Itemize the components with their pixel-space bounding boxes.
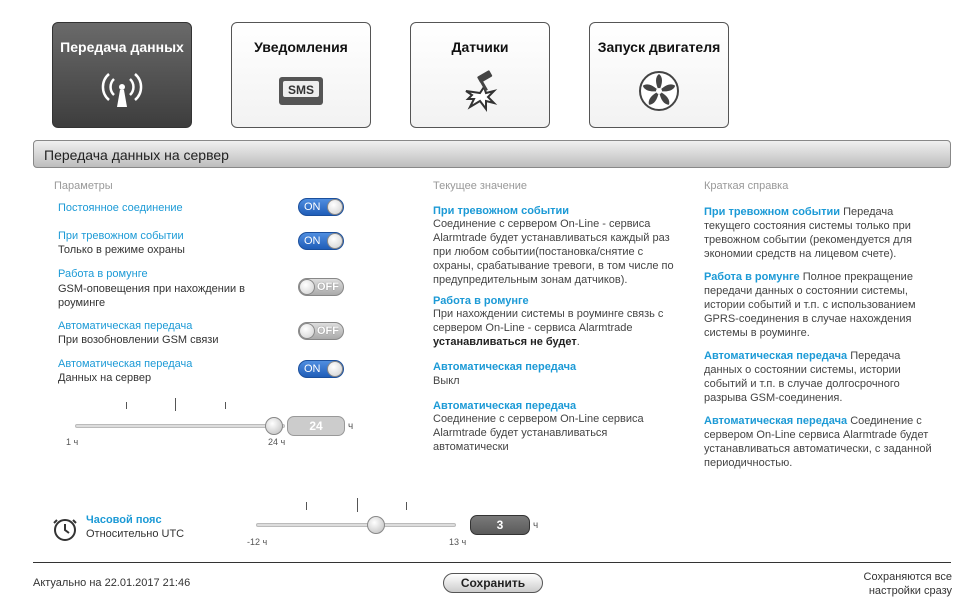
param-title: Постоянное соединение <box>58 202 183 214</box>
tab-sensors[interactable] <box>410 22 550 128</box>
interval-value: 24 <box>287 416 345 436</box>
help-text: Передача текущего состояния системы только при тревожном событии (рекомендуется для экономии средств на лицевом счете). <box>704 206 912 260</box>
slider-tick <box>306 502 307 510</box>
help-item <box>704 270 936 340</box>
timezone-max-label: 13 ч <box>449 537 467 547</box>
save-note-line2: настройки сразу <box>868 585 952 597</box>
param-subtitle: Только в режиме охраны <box>58 244 185 256</box>
help-title: Автоматическая передача <box>704 415 848 427</box>
interval-unit: ч <box>348 421 354 432</box>
sensor-alarm-icon <box>456 69 504 113</box>
current-text: Выкл <box>433 375 460 387</box>
param-title: Автоматическая передача <box>58 358 193 370</box>
timezone-value: 3 <box>470 515 530 535</box>
section-header <box>33 140 951 168</box>
current-text: При нахождении системы в роуминге связь с сервером On-Line - сервиса Alarmtrade <box>433 308 664 334</box>
current-text-end: . <box>576 336 580 348</box>
help-item <box>704 414 936 470</box>
tab-notifications-label: Уведомления <box>254 39 348 55</box>
fan-icon <box>635 69 683 113</box>
toggle-state: ON <box>304 363 321 375</box>
tab-data-transfer-label: Передача данных <box>60 39 184 55</box>
help-title: При тревожном событии <box>704 206 841 218</box>
save-note-line1: Сохраняются все <box>863 571 952 583</box>
tab-engine-start[interactable] <box>589 22 729 128</box>
current-values-panel <box>433 205 678 454</box>
column-header-params: Параметры <box>54 180 113 192</box>
slider-tick <box>175 398 176 411</box>
save-button[interactable]: Сохранить <box>443 573 543 593</box>
tab-notifications[interactable] <box>231 22 371 128</box>
sms-icon <box>277 69 325 113</box>
tab-data-transfer[interactable] <box>52 22 192 128</box>
param-subtitle: Данных на сервер <box>58 372 152 384</box>
current-text: Соединение с сервером On-Line - сервиса Alarmtrade будет устанавливаться каждый раз при любом событии(постановка/снятие с охраны, срабатывание тревоги, в том числе по предупредительным зонам датчиков). <box>433 218 674 286</box>
current-title: Работа в ромунге <box>433 295 529 307</box>
clock-icon <box>53 517 77 543</box>
section-title: Передача данных на сервер <box>44 147 229 163</box>
timezone-slider-thumb[interactable] <box>367 516 385 534</box>
timezone-unit: ч <box>533 520 539 531</box>
footer-divider <box>33 562 951 563</box>
slider-tick <box>406 502 407 510</box>
current-text: Соединение с сервером On-Line сервиса Alarmtrade будет устанавливаться автоматически <box>433 413 644 453</box>
column-header-current: Текущее значение <box>433 180 528 192</box>
antenna-icon <box>98 69 146 113</box>
sms-icon-text: SMS <box>287 83 315 97</box>
current-title: Автоматическая передача <box>433 361 577 373</box>
timezone-min-label: -12 ч <box>247 537 268 547</box>
save-note <box>864 570 952 598</box>
current-title: При тревожном событии <box>433 205 570 217</box>
toggle-state: OFF <box>317 281 339 293</box>
timezone-subtitle: Относительно UTC <box>86 528 185 540</box>
toggle-auto-gsm[interactable] <box>298 322 344 340</box>
interval-max-label: 24 ч <box>268 437 286 447</box>
tab-sensors-label: Датчики <box>451 39 509 55</box>
toggle-state: ON <box>304 235 321 247</box>
help-title: Работа в ромунге <box>704 271 800 283</box>
help-item <box>704 205 936 261</box>
help-panel <box>704 205 936 470</box>
slider-tick <box>225 402 226 409</box>
help-item <box>704 349 936 405</box>
interval-slider-thumb[interactable] <box>265 417 283 435</box>
slider-tick <box>126 402 127 409</box>
toggle-permanent-connection[interactable] <box>298 198 344 216</box>
toggle-alarm-event[interactable] <box>298 232 344 250</box>
timezone-title: Часовой пояс <box>86 514 162 526</box>
param-subtitle: При возобновлении GSM связи <box>58 334 219 346</box>
toggle-state: ON <box>304 201 321 213</box>
slider-tick <box>357 498 358 512</box>
toggle-state: OFF <box>317 325 339 337</box>
param-title: Автоматическая передача <box>58 320 193 332</box>
help-title: Автоматическая передача <box>704 350 848 362</box>
param-title: При тревожном событии <box>58 230 184 242</box>
current-text-roaming <box>433 307 678 349</box>
tab-engine-start-label: Запуск двигателя <box>597 39 721 55</box>
current-title: Автоматическая передача <box>433 400 577 412</box>
last-updated: Актуально на 22.01.2017 21:46 <box>33 577 191 589</box>
param-title: Работа в ромунге <box>58 268 148 280</box>
toggle-auto-server[interactable] <box>298 360 344 378</box>
column-header-help: Краткая справка <box>704 180 789 192</box>
help-text: Полное прекращение передачи данных о состоянии системы, истории событий и т.п. с использованием GPRS-соединения в случае нахождения системы в роуминге. <box>704 271 916 339</box>
toggle-roaming[interactable] <box>298 278 344 296</box>
interval-slider-track[interactable] <box>75 424 285 428</box>
timezone-slider-track[interactable] <box>256 523 456 527</box>
param-subtitle: GSM-оповещения при нахождении в роуминге <box>58 283 246 309</box>
current-text-bold: устанавливаться не будет <box>433 336 577 348</box>
help-text: Передача данных о состоянии системы, истории событий и т.п. в случае долгосрочного разрыва GSM-соединения. <box>704 350 901 404</box>
interval-min-label: 1 ч <box>66 437 79 447</box>
help-text: Соединение с сервером On-Line сервиса Alarmtrade будет устанавливаться автоматически, с заданной периодичностью. <box>704 415 932 469</box>
